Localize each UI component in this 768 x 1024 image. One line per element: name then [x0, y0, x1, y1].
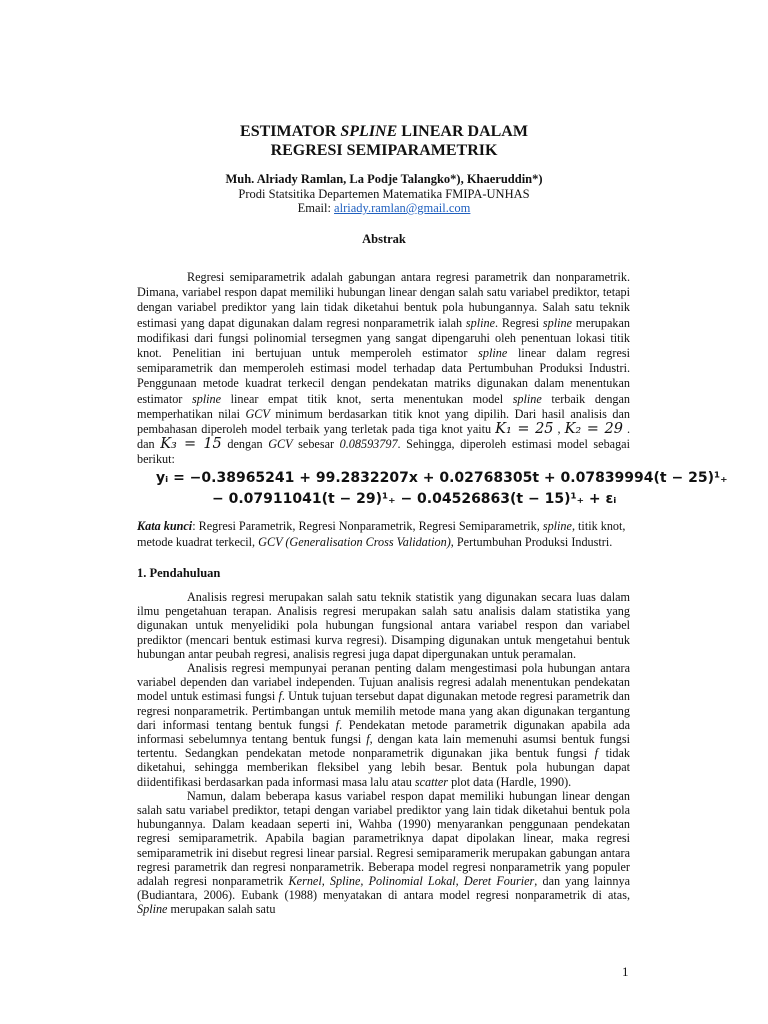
page-number: 1	[622, 964, 629, 979]
author-names: Muh. Alriady Ramlan, La Podje Talangko*), Khaeruddin*)	[225, 172, 543, 186]
title-line-2: REGRESI SEMIPARAMETRIK	[270, 142, 498, 159]
knot-3: K₃ = 15	[160, 436, 222, 453]
knot-1: K₁ = 25	[495, 421, 554, 438]
section-heading-pendahuluan: 1. Pendahuluan	[137, 566, 221, 580]
paragraph-2: Analisis regresi mempunyai peranan penting dalam mengestimasi pola hubungan antara variabel dependen dan variabel independen. Tujuan analisis regresi adalah menentukan pendekatan model untuk estimasi fungsi f. Untuk tujuan tersebut dapat digunakan metode regresi parametrik dan regresi nonparametrik. Pertimbangan untuk memilih metode mana yang akan digunakan tergantung dari informasi tentang bentuk fungsi f. Pendekatan metode parametrik digunakan apabila ada informasi sebelumnya tentang bentuk fungsi f, dengan kata lain memenuhi asumsi bentuk fungsi tertentu. Sedangkan pendekatan metode nonparametrik digunakan jika bentuk fungsi f tidak diketahui, sehingga memberikan fleksibel yang lebih besar. Bentuk pola hubungan dapat diidentifikasi berdasarkan pada informasi masa lalu atau scatter plot data (Hardle, 1990).	[137, 661, 631, 789]
abstract-heading: Abstrak	[362, 232, 406, 246]
abstract-paragraph: Regresi semiparametrik adalah gabungan antara regresi parametrik dan nonparametrik. Dimana, variabel respon dapat memiliki hubungan linear dengan salah satu variabel prediktor, tetapi dengan variabel prediktor yang lain tidak diketahui bentuk pola hubungannya. Salah satu teknik estimasi yang dapat digunakan dalam regresi nonparametrik ialah spline. Regresi spline merupakan modifikasi dari fungsi polinomial tersegmen yang sangat dipengaruhi oleh penentuan lokasi titik knot. Penelitian ini bertujuan untuk memperoleh estimator spline linear dalam regresi semiparametrik dan memperoleh estimasi model terhadap data Pertumbuhan Produksi Industri. Penggunaan metode kuadrat terkecil dengan pendekatan matriks digunakan dalam menentukan estimator spline linear empat titik knot, serta menentukan model spline terbaik dengan memperhatikan nilai GCV minimum berdasarkan titik knot yang dipilih. Dari hasil analisis dan pembahasan diperoleh model terbaik yang terletak pada tiga knot yaitu K₁ = 25 , K₂ = 29 . dan K₃ = 15 dengan GCV sebesar 0.08593797. Sehingga, diperoleh estimasi model sebagai berikut:	[137, 270, 631, 467]
equation-line-2: − 0.07911041(t − 29)¹₊ − 0.04526863(t − 15)¹₊ + εᵢ	[212, 491, 617, 507]
paragraph-3: Namun, dalam beberapa kasus variabel respon dapat memiliki hubungan linear dengan salah satu variabel prediktor, tetapi dengan variabel prediktor yang lain tidak diketahui bentuk pola hubungannya. Dalam keadaan seperti ini, Wahba (1990) menyarankan penggunaan pendekatan regresi semiparametrik. Apabila bagian parametriknya dapat dipolakan linear, maka regresi semiparametrik ini disebut regresi linear parsial. Regresi semiparamerik merupakan gabungan antara regresi parametrik dan regresi nonparametrik. Beberapa model regresi nonparametrik yang populer adalah regresi nonparametrik Kernel, Spline, Polinomial Lokal, Deret Fourier, dan yang lainnya (Budiantara, 2006). Eubank (1988) menyatakan di antara model regresi nonparametrik di atas, Spline merupakan salah satu	[137, 788, 630, 917]
paper-title	[0, 122, 768, 160]
paragraph-1: Analisis regresi merupakan salah satu teknik statistik yang digunakan secara luas dalam ilmu pengetahuan terapan. Analisis regresi merupakan salah satu analisis dalam statistika yang digunakan untuk menyelidiki pola hubungan fungsional antara variabel respon dan variabel prediktor (mencari bentuk estimasi kurva regresi). Disamping digunakan untuk mengetahui bentuk hubungan antar peubah regresi, analisis regresi juga dapat dipergunakan untuk peramalan.	[137, 590, 630, 661]
section-body	[137, 590, 630, 917]
model-equation	[150, 468, 728, 510]
email-line: Email: alriady.ramlan@gmail.com	[297, 201, 471, 215]
author-block	[0, 172, 768, 216]
keywords-label: Kata kunci	[137, 519, 193, 533]
affiliation: Prodi Statsitika Departemen Matematika FMIPA-UNHAS	[238, 186, 530, 201]
knot-2: K₂ = 29	[564, 421, 623, 438]
email-link[interactable]: alriady.ramlan@gmail.com	[334, 201, 471, 215]
keywords-paragraph: Kata kunci: Regresi Parametrik, Regresi Nonparametrik, Regresi Semiparametrik, spline, titik knot, metode kuadrat terkecil, GCV (Generalisation Cross Validation), Pertumbuhan Produksi Industri.	[137, 519, 626, 549]
equation-line-1: yᵢ = −0.38965241 + 99.2832207x + 0.02768305t + 0.07839994(t − 25)¹₊	[156, 470, 728, 486]
title-line-1: ESTIMATOR SPLINE LINEAR DALAM	[240, 123, 528, 140]
